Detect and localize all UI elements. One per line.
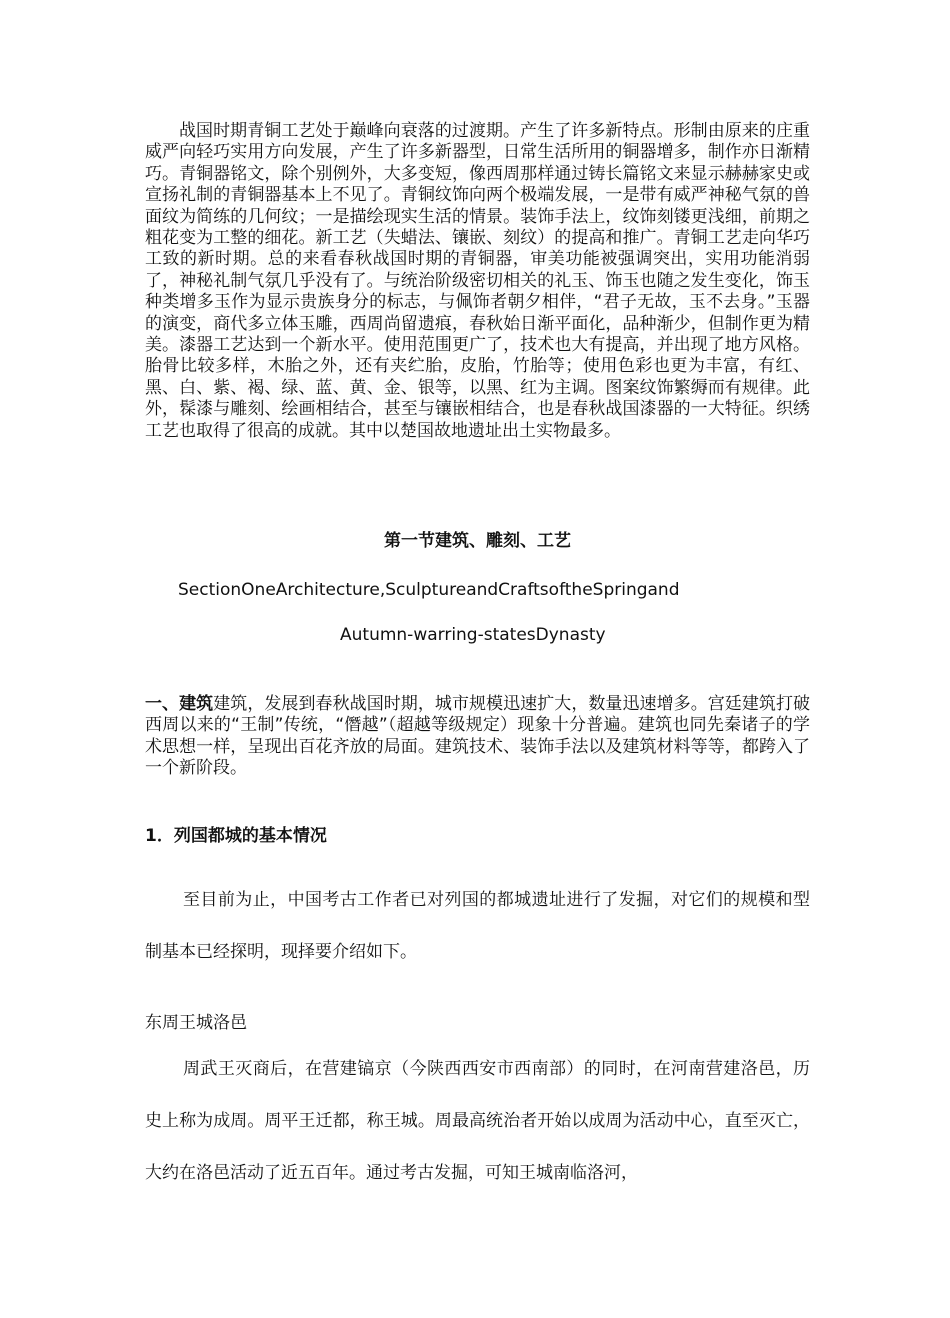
subheading-capitals: 1．列国都城的基本情况 [145,826,327,846]
architecture-lead: 一、建筑 [145,694,214,714]
section-title: 第一节建筑、雕刻、工艺 [384,531,571,551]
section-title-english-line-1: SectionOneArchitecture,SculptureandCraftsoftheSpringand [178,580,680,600]
city-paragraph: 周武王灭商后，在营建镐京（今陕西西安市西南部）的同时，在河南营建洛邑，历史上称为成周。周平王迁都，称王城。周最高统治者开始以成周为活动中心，直至灭亡，大约在洛邑活动了近五百年。通过考古发掘，可知王城南临洛河， [145,1059,810,1183]
architecture-paragraph [145,694,810,780]
intro-paragraph: 战国时期青铜工艺处于巅峰向衰落的过渡期。产生了许多新特点。形制由原来的庄重威严向轻巧实用方向发展，产生了许多新器型，日常生活所用的铜器增多，制作亦日渐精巧。青铜器铭文，除个别例外，大多变短，像西周那样通过铸长篇铭文来显示赫赫家史或宣扬礼制的青铜器基本上不见了。青铜纹饰向两个极端发展，一是带有威严神秘气氛的兽面纹为简练的几何纹；一是描绘现实生活的情景。装饰手法上，纹饰刻镂更浅细，前期之粗花变为工整的细花。新工艺（失蜡法、镶嵌、刻纹）的提高和推广。青铜工艺走向华巧工致的新时期。总的来看春秋战国时期的青铜器，审美功能被强调突出，实用功能消弱了，神秘礼制气氛几乎没有了。与统治阶级密切相关的礼玉、饰玉也随之发生变化，饰玉种类增多玉作为显示贵族身分的标志，与佩饰者朝夕相伴，“君子无故，玉不去身。”玉器的演变，商代多立体玉雕，西周尚留遗痕，春秋始日渐平面化，品种渐少，但制作更为精美。漆器工艺达到一个新水平。使用范围更广了，技术也大有提高，并出现了地方风格。胎骨比较多样，木胎之外，还有夹纻胎，皮胎，竹胎等；使用色彩也更为丰富，有红、黑、白、紫、褐、绿、蓝、黄、金、银等，以黑、红为主调。图案纹饰繁缛而有规律。此外，髹漆与雕刻、绘画相结合，甚至与镶嵌相结合，也是春秋战国漆器的一大特征。织绣工艺也取得了很高的成就。其中以楚国故地遗址出土实物最多。 [145,121,810,441]
architecture-body: 建筑，发展到春秋战国时期，城市规模迅速扩大，数量迅速增多。宫廷建筑打破西周以来的“王制”传统，“僭越”（超越等级规定）现象十分普遍。建筑也同先秦诸子的学术思想一样，呈现出百花齐放的局面。建筑技术、装饰手法以及建筑材料等等，都跨入了一个新阶段。 [145,694,811,779]
city-title: 东周王城洛邑 [145,1013,247,1033]
section-title-english-line-2: Autumn-warring-statesDynasty [340,625,606,645]
capitals-intro-paragraph: 至目前为止，中国考古工作者已对列国的都城遗址进行了发掘，对它们的规模和型制基本已经探明，现择要介绍如下。 [145,890,810,962]
